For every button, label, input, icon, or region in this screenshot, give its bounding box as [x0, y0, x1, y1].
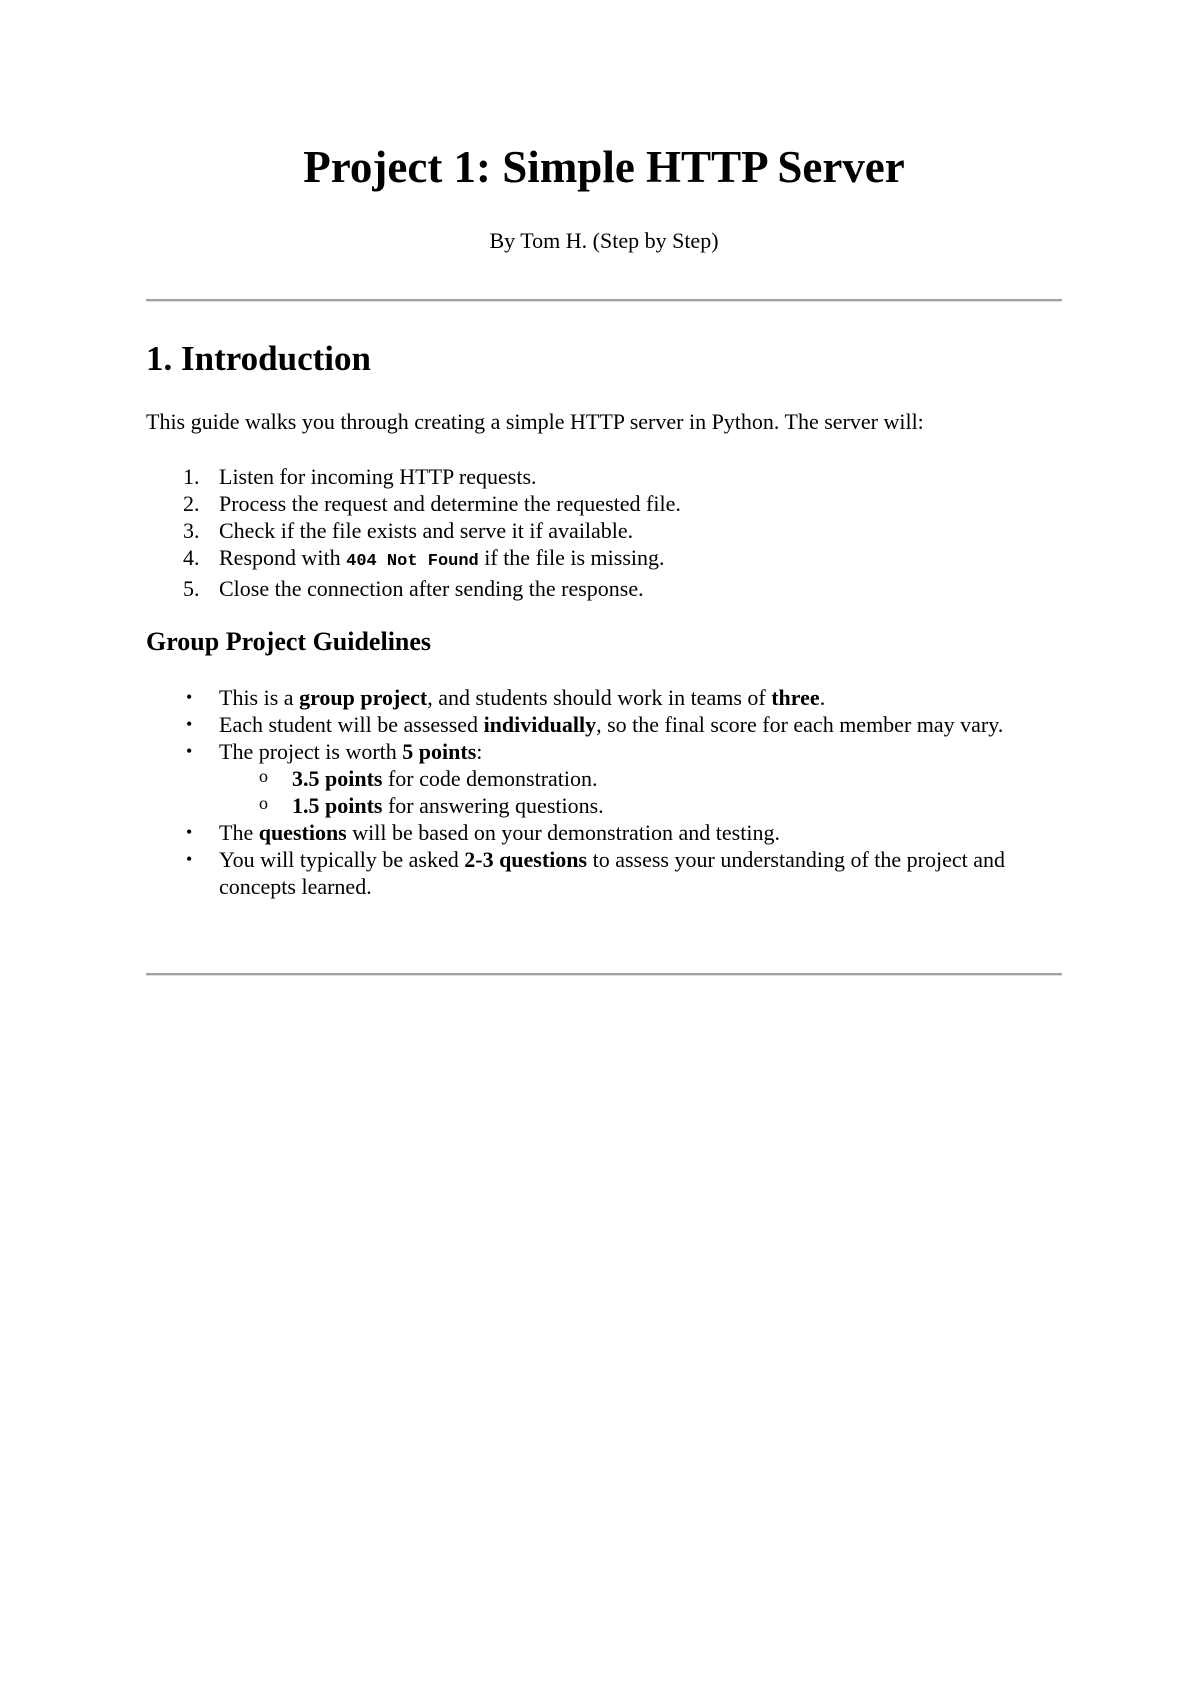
text-run: This is a: [219, 685, 300, 710]
page-title: Project 1: Simple HTTP Server: [303, 142, 905, 192]
text-run: .: [819, 685, 826, 710]
bullet-icon: •: [186, 849, 193, 869]
list-item: [146, 490, 681, 517]
text-run: to assess your understanding of the project and concepts learned.: [219, 847, 1006, 899]
list-item: [146, 738, 1062, 819]
bold-text: individually: [483, 712, 597, 737]
text-run: The: [219, 820, 259, 845]
byline: By Tom H. (Step by Step): [489, 228, 719, 253]
circle-bullet-icon: o: [259, 766, 268, 786]
text-run: The project is worth: [219, 739, 403, 764]
text-run: , so the final score for each member may vary.: [596, 712, 1004, 737]
bold-text: group project: [299, 685, 428, 710]
step-text: Check if the file exists and serve it if available.: [219, 518, 634, 543]
bold-text: 2-3 questions: [464, 847, 588, 872]
step-text: Process the request and determine the requested file.: [219, 491, 681, 516]
steps-list: [146, 463, 681, 602]
list-item: [146, 684, 1062, 711]
step-number: 2.: [183, 491, 200, 516]
points-sublist: [219, 765, 1062, 819]
horizontal-rule-top: [146, 299, 1062, 302]
list-item: [146, 819, 1062, 846]
bold-text: 3.5 points: [292, 766, 383, 791]
bullet-icon: •: [186, 822, 193, 842]
list-item: [146, 846, 1062, 900]
intro-paragraph: This guide walks you through creating a simple HTTP server in Python. The server will:: [146, 409, 924, 434]
text-run: Each student will be assessed: [219, 712, 484, 737]
list-item: [146, 463, 681, 490]
bullet-icon: •: [186, 687, 193, 707]
circle-bullet-icon: o: [259, 793, 268, 813]
section-heading-guidelines: Group Project Guidelines: [146, 627, 432, 656]
bold-text: 1.5 points: [292, 793, 383, 818]
guidelines-list: [146, 684, 1062, 900]
text-run: will be based on your demonstration and testing.: [346, 820, 780, 845]
text-run: , and students should work in teams of: [427, 685, 772, 710]
text-run: :: [476, 739, 483, 764]
bold-text: questions: [258, 820, 347, 845]
list-item: [146, 517, 681, 544]
step-text: Listen for incoming HTTP requests.: [219, 464, 537, 489]
step-text-post: if the file is missing.: [478, 545, 665, 570]
status-code: 404 Not Found: [346, 552, 479, 571]
list-item: [219, 792, 1062, 819]
section-heading-introduction: 1. Introduction: [146, 339, 371, 378]
step-number: 4.: [183, 545, 200, 570]
list-item: [219, 765, 1062, 792]
bold-text: 5 points: [402, 739, 477, 764]
list-item: [146, 711, 1062, 738]
list-item: [146, 575, 681, 602]
step-number: 3.: [183, 518, 200, 543]
bold-text: three: [771, 685, 820, 710]
step-number: 1.: [183, 464, 200, 489]
bullet-icon: •: [186, 741, 193, 761]
list-item: [146, 544, 681, 575]
text-run: You will typically be asked: [219, 847, 465, 872]
horizontal-rule-bottom: [146, 973, 1062, 976]
step-number: 5.: [183, 576, 200, 601]
text-run: for answering questions.: [382, 793, 604, 818]
bullet-icon: •: [186, 714, 193, 734]
text-run: for code demonstration.: [382, 766, 598, 791]
step-text: Close the connection after sending the response.: [219, 576, 644, 601]
step-text-pre: Respond with: [219, 545, 347, 570]
